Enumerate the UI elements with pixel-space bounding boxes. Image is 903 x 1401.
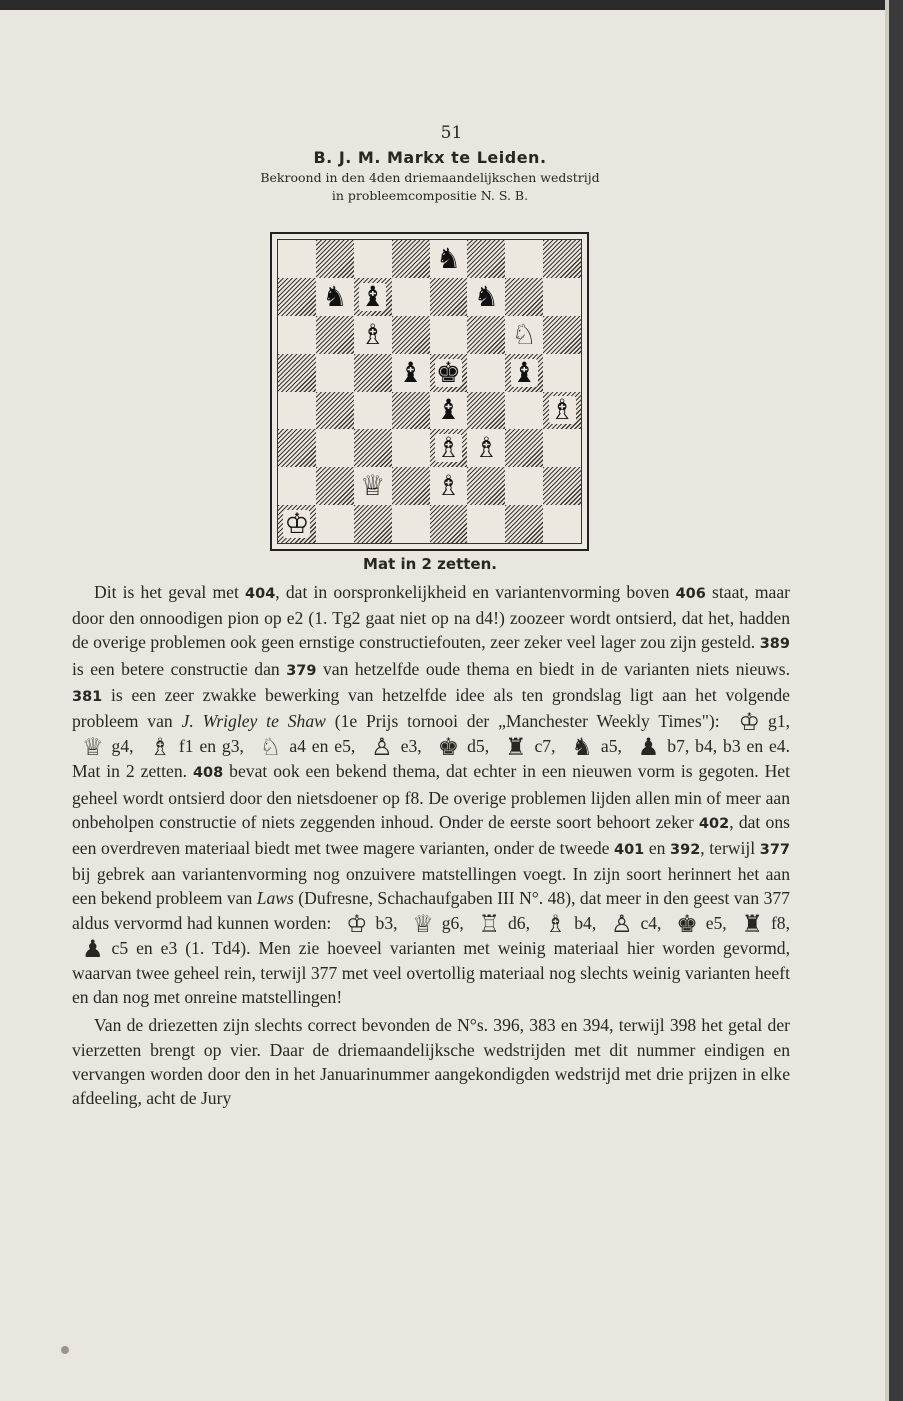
board-square: [430, 316, 468, 354]
text-run: b4,: [574, 912, 601, 933]
board-square: [278, 429, 316, 467]
board-square: [543, 392, 581, 430]
text-run: c5 en e3 (1. Td4). Men zie hoeveel varianten met weinig materiaal hier worden gevormd, waarvan twee geheel rein, terwijl 377 met veel overtollig materiaal nog slechts weinig varianten heeft en dan nog met onreine matstellingen!: [72, 937, 790, 1008]
problem-heading: [0, 148, 860, 205]
board-square: [354, 278, 392, 316]
board-square: [392, 505, 430, 543]
text-run: en: [644, 838, 671, 859]
board-square: [543, 278, 581, 316]
chess-piece-icon: ♖: [478, 909, 500, 938]
board-square: [278, 354, 316, 392]
board-square: [392, 429, 430, 467]
chess-board: [277, 239, 582, 544]
board-square: [278, 505, 316, 543]
chess-piece-icon: ♞: [435, 241, 461, 275]
chess-piece-icon: ♚: [676, 909, 698, 938]
board-square: [354, 354, 392, 392]
board-square: [316, 316, 354, 354]
problem-author: B. J. M. Markx te Leiden.: [313, 148, 547, 167]
body-text: [72, 580, 790, 1110]
board-square: [543, 467, 581, 505]
board-square: [430, 354, 468, 392]
text-run: c4,: [640, 912, 667, 933]
board-square: [467, 505, 505, 543]
chess-piece-icon: ♗: [544, 909, 567, 938]
board-square: [543, 505, 581, 543]
chess-piece-icon: ♔: [284, 507, 310, 541]
board-square: [316, 354, 354, 392]
chess-piece-icon: ♗: [149, 733, 171, 762]
text-run: g4,: [111, 736, 140, 757]
problem-number: 392: [670, 842, 701, 859]
board-square: [316, 392, 354, 430]
award-line-1: Bekroond in den 4den driemaandelijkschen wedstrijd: [260, 170, 600, 185]
problem-number: 389: [759, 636, 790, 653]
board-square: [430, 240, 468, 278]
board-square: [505, 429, 543, 467]
chess-piece-icon: ♔: [738, 708, 761, 737]
board-square: [354, 505, 392, 543]
page-number: 51: [440, 123, 463, 143]
board-square: [467, 278, 505, 316]
text-run: c7,: [534, 736, 562, 757]
board-square: [278, 316, 316, 354]
page-blemish-dot: [61, 1346, 69, 1354]
chess-piece-icon: ♝: [398, 355, 424, 389]
board-square: [543, 240, 581, 278]
board-square: [505, 392, 543, 430]
problem-number: 381: [72, 688, 103, 705]
chess-piece-icon: ♝: [360, 279, 386, 313]
board-square: [354, 392, 392, 430]
chess-piece-icon: ♕: [412, 909, 434, 938]
text-run: g1,: [768, 711, 791, 732]
scan-right-edge: [889, 0, 903, 1401]
chess-diagram: [270, 232, 589, 551]
board-square: [316, 467, 354, 505]
board-square: [505, 240, 543, 278]
award-line-2: in probleemcompositie N. S. B.: [331, 188, 529, 203]
scan-top-edge: [0, 0, 903, 10]
chess-piece-icon: ♞: [322, 279, 348, 313]
text-run: is een zeer zwakke bewerking van hetzelfde idee als ten grondslag ligt aan het volgende probleem van: [72, 684, 790, 732]
chess-piece-icon: ♕: [82, 733, 104, 762]
board-square: [392, 467, 430, 505]
chess-piece-icon: ♟: [82, 934, 104, 963]
text-run: b3,: [375, 912, 403, 933]
chess-piece-icon: ♚: [437, 733, 460, 762]
chess-piece-icon: ♜: [504, 733, 527, 762]
board-square: [505, 505, 543, 543]
board-square: [505, 354, 543, 392]
board-square: [467, 354, 505, 392]
text-run: , terwijl: [700, 838, 760, 859]
text-run: , dat ons een overdreven materiaal biedt met twee magere varianten, onder de tweede: [72, 811, 790, 859]
board-square: [278, 467, 316, 505]
board-square: [278, 240, 316, 278]
text-run: is een betere constructie dan: [72, 658, 287, 679]
chess-piece-icon: ♝: [435, 393, 461, 427]
italic-name: Laws: [256, 888, 294, 909]
board-square: [467, 429, 505, 467]
board-square: [354, 467, 392, 505]
text-run: (1e Prijs tornooi der „Manchester Weekly Times"):: [325, 711, 729, 732]
problem-number: 406: [675, 586, 706, 602]
board-square: [430, 278, 468, 316]
board-square: [543, 316, 581, 354]
text-run: b7, b4, b3 en e4. Mat in 2 zetten.: [72, 736, 790, 782]
text-run: Dit is het geval met: [94, 582, 246, 602]
text-run: bevat ook een bekend thema, dat echter in een nieuwen vorm is gegoten. Het geheel wordt ontsierd door den nietsdoener op f8. De overige problemen lijden allen min of meer aan onbeholpen constructie of niets zeggenden inhoud. Onder de eerste soort behoort zeker: [72, 761, 790, 832]
text-run: f8,: [770, 912, 791, 933]
text-run: a5,: [600, 736, 628, 757]
text-run: d6,: [507, 912, 535, 933]
italic-name: J. Wrigley te Shaw: [181, 711, 326, 732]
board-square: [392, 354, 430, 392]
problem-number: 408: [192, 765, 224, 782]
text-run: a4 en e5,: [289, 736, 362, 757]
chess-piece-icon: ♘: [511, 317, 537, 351]
board-square: [316, 240, 354, 278]
chess-piece-icon: ♟: [637, 733, 660, 762]
chess-piece-icon: ♗: [473, 431, 499, 465]
problem-number: 404: [245, 586, 276, 602]
board-square: [543, 354, 581, 392]
board-square: [316, 429, 354, 467]
chess-piece-icon: ♔: [346, 909, 368, 938]
board-square: [392, 240, 430, 278]
board-square: [354, 316, 392, 354]
chess-piece-icon: ♞: [571, 733, 593, 762]
board-square: [543, 429, 581, 467]
chess-piece-icon: ♜: [741, 909, 763, 938]
chess-piece-icon: ♗: [435, 469, 461, 503]
chess-piece-icon: ♗: [549, 393, 575, 427]
text-run: e3,: [400, 736, 428, 757]
board-square: [430, 429, 468, 467]
chess-piece-icon: ♙: [610, 909, 633, 938]
text-run: bij gebrek aan variantenvorming nog onzuivere matstellingen voegt. In zijn soort herinnert het aan een bekend probleem van: [72, 864, 790, 909]
text-run: staat, maar door den onnoodigen pion op e2 (1. Tg2 gaat niet op na d4!) zoozeer wordt ontsierd, dat het, hadden de overige problemen ook geen ernstige constructiefouten, zeer zeker veel lager zou zijn gesteld.: [72, 582, 790, 653]
board-square: [505, 278, 543, 316]
text-run: (Dufresne, Schachaufgaben III N°. 48), dat meer in den geest van 377 aldus vervormd had kunnen worden:: [72, 888, 790, 933]
board-square: [467, 467, 505, 505]
chess-piece-icon: ♙: [371, 733, 393, 762]
board-square: [278, 278, 316, 316]
problem-number: 402: [698, 815, 730, 832]
chess-piece-icon: ♝: [511, 355, 537, 389]
chess-piece-icon: ♗: [360, 317, 386, 351]
problem-number: 377: [759, 842, 791, 859]
board-square: [467, 392, 505, 430]
paragraph-1: [72, 580, 790, 1009]
text-run: , dat in oorspronkelijkheid en variantenvorming boven: [275, 582, 676, 602]
board-square: [392, 278, 430, 316]
board-square: [316, 505, 354, 543]
diagram-caption: Mat in 2 zetten.: [363, 555, 497, 573]
board-square: [354, 429, 392, 467]
board-square: [430, 467, 468, 505]
chess-piece-icon: ♕: [360, 469, 386, 503]
chess-piece-icon: ♞: [473, 279, 499, 313]
board-square: [354, 240, 392, 278]
board-square: [467, 240, 505, 278]
chess-piece-icon: ♘: [259, 733, 282, 762]
problem-number: 379: [286, 662, 317, 679]
board-square: [392, 316, 430, 354]
problem-number: 401: [614, 842, 645, 859]
board-square: [505, 467, 543, 505]
board-square: [430, 392, 468, 430]
text-run: f1 en g3,: [178, 736, 250, 757]
text-run: g6,: [441, 912, 469, 933]
chess-piece-icon: ♚: [435, 355, 461, 389]
board-square: [278, 392, 316, 430]
board-square: [505, 316, 543, 354]
text-run: d5,: [467, 736, 495, 757]
board-square: [430, 505, 468, 543]
chess-piece-icon: ♗: [435, 431, 461, 465]
board-square: [316, 278, 354, 316]
board-square: [467, 316, 505, 354]
paragraph-2: Van de driezetten zijn slechts correct bevonden de N°s. 396, 383 en 394, terwijl 398 het getal der vierzetten brengt op vier. Daar de driemaandelijksche wedstrijden met dit nummer eindigen en vervangen worden door den in het Januarinummer aangekondigden wedstrijd met drie prijzen in elke afdeeling, acht de Jury: [72, 1015, 790, 1109]
board-square: [392, 392, 430, 430]
text-run: e5,: [705, 912, 732, 933]
text-run: van hetzelfde oude thema en biedt in de varianten niets nieuws.: [316, 658, 791, 679]
